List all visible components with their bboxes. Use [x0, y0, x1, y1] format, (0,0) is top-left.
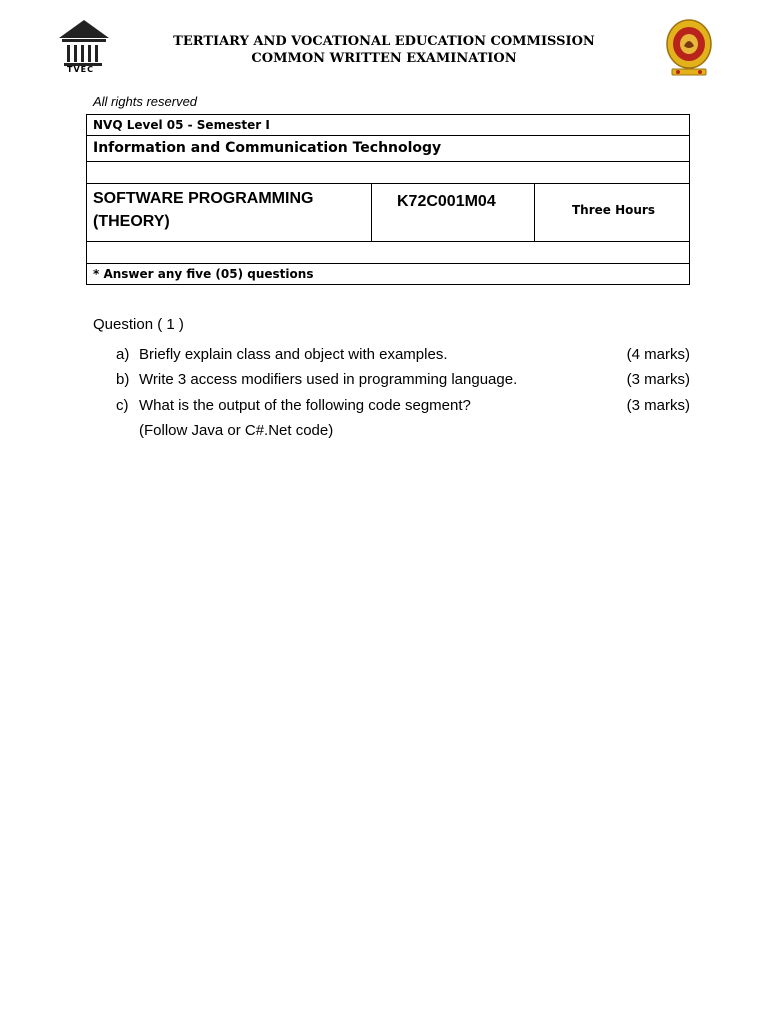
blank-row-2 — [86, 241, 690, 264]
item-letter: b) — [116, 371, 130, 388]
item-marks: (4 marks) — [626, 346, 690, 363]
blank-row-1 — [86, 161, 690, 184]
item-marks: (3 marks) — [626, 397, 690, 414]
subject-name-line1: SOFTWARE PROGRAMMING — [93, 190, 314, 207]
item-letter: c) — [116, 397, 129, 414]
field-row — [86, 135, 690, 162]
commission-title: TERTIARY AND VOCATIONAL EDUCATION COMMISSION — [173, 34, 595, 49]
exam-duration: Three Hours — [572, 203, 655, 217]
national-emblem — [664, 16, 714, 80]
item-text: What is the output of the following code segment? — [139, 397, 471, 414]
subject-code: K72C001M04 — [397, 193, 496, 210]
subject-name-line2: (THEORY) — [93, 213, 170, 230]
item-marks: (3 marks) — [626, 371, 690, 388]
item-text: Briefly explain class and object with examples. — [139, 346, 448, 363]
exam-title: COMMON WRITTEN EXAMINATION — [251, 51, 517, 66]
level-text: NVQ Level 05 - Semester I — [93, 118, 270, 132]
instruction-row — [86, 263, 690, 285]
instruction-text: * Answer any five (05) questions — [93, 267, 314, 281]
tvec-logo-text: TVEC — [67, 65, 94, 74]
item-letter: a) — [116, 346, 130, 363]
tvec-logo — [55, 18, 113, 76]
item-text: Write 3 access modifiers used in programming language. — [139, 371, 518, 388]
level-row — [86, 114, 690, 136]
rights-notice: All rights reserved — [93, 94, 198, 109]
subject-row — [86, 183, 690, 242]
question-heading: Question ( 1 ) — [93, 316, 184, 333]
question-note: (Follow Java or C#.Net code) — [139, 422, 334, 439]
field-text: Information and Communication Technology — [93, 140, 442, 156]
